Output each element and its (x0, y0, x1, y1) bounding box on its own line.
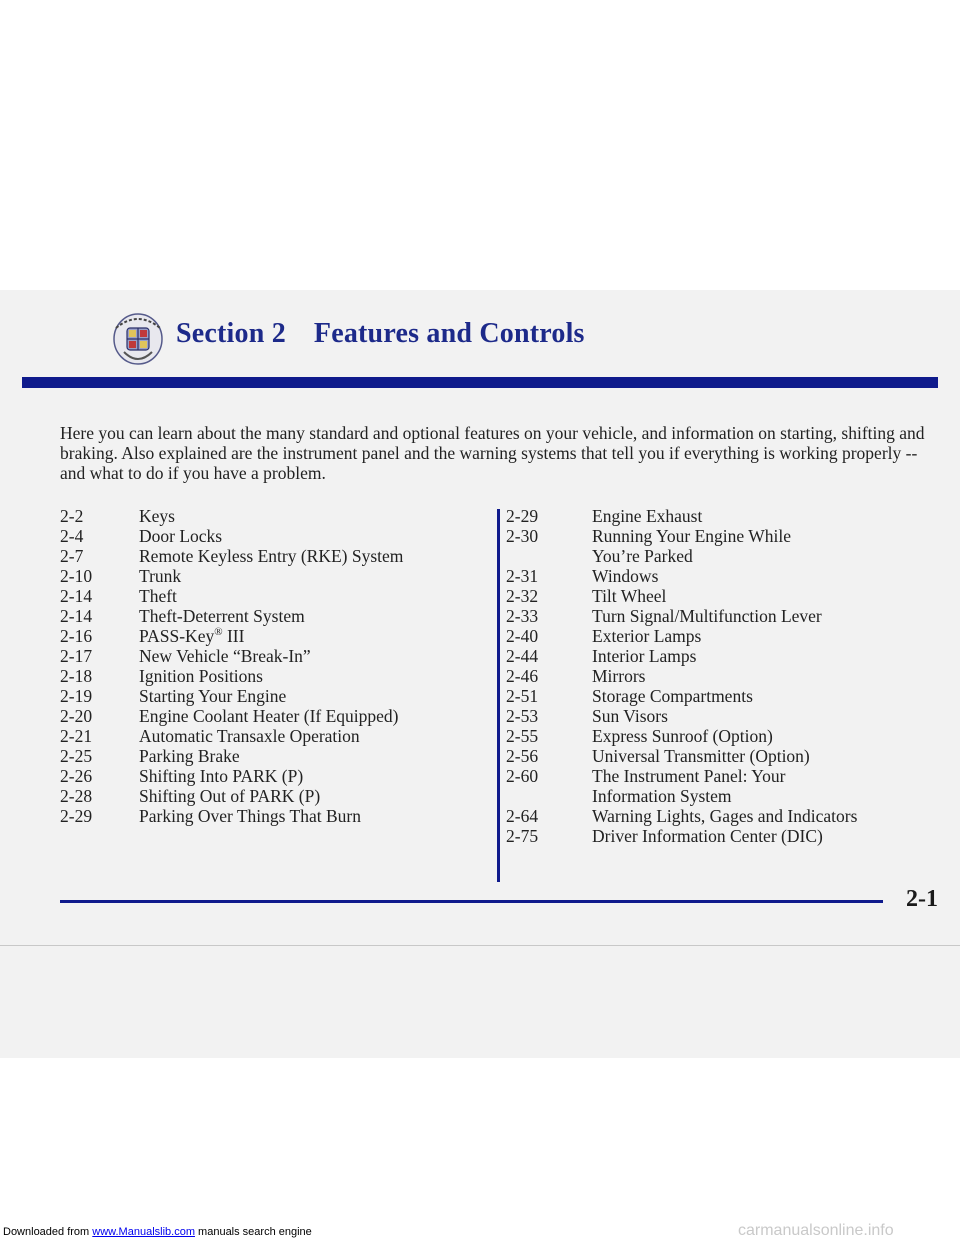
toc-entry (506, 826, 936, 846)
download-footer (3, 1226, 312, 1238)
toc-title-text: Turn Signal/Multifunction Lever (592, 606, 822, 626)
toc-entry (60, 786, 480, 806)
toc-entry (60, 626, 480, 646)
toc-page-number: 2-56 (506, 746, 539, 766)
toc-page-number: 2-18 (60, 666, 93, 686)
toc-entry-title (592, 606, 822, 626)
toc-entry-title (592, 666, 645, 686)
toc-entry (60, 586, 480, 606)
toc-entry (60, 546, 480, 566)
toc-entry-title (139, 586, 177, 606)
toc-title-text: Storage Compartments (592, 686, 753, 706)
toc-page-number: 2-4 (60, 526, 84, 546)
toc-page-number: 2-28 (60, 786, 93, 806)
toc-entry (506, 626, 936, 646)
toc-entry (60, 726, 480, 746)
toc-title-text: Ignition Positions (139, 666, 263, 686)
toc-entry-title (139, 506, 175, 526)
toc-entry-title (139, 806, 361, 826)
toc-title-text: Express Sunroof (Option) (592, 726, 773, 746)
toc-page-number: 2-14 (60, 606, 93, 626)
toc-title-text: The Instrument Panel: Your Information System (592, 766, 786, 806)
toc-entry-title (139, 566, 181, 586)
toc-page-number: 2-60 (506, 766, 539, 786)
watermark: carmanualsonline.info (738, 1222, 894, 1239)
toc-title-text: Parking Over Things That Burn (139, 806, 361, 826)
toc-entry (60, 666, 480, 686)
toc-entry-title (139, 666, 263, 686)
toc-title-text: Automatic Transaxle Operation (139, 726, 360, 746)
toc-entry-title (592, 746, 810, 766)
toc-title-suffix: III (222, 626, 245, 646)
toc-entry (506, 726, 936, 746)
toc-title-text: Shifting Into PARK (P) (139, 766, 304, 786)
toc-entry (506, 806, 936, 826)
page-number: 2-1 (906, 886, 938, 912)
toc-title-text: Interior Lamps (592, 646, 697, 666)
toc-entry (506, 686, 936, 706)
toc-entry (506, 766, 936, 806)
toc-entry-title (139, 726, 360, 746)
section-heading (176, 318, 585, 350)
toc-entry (506, 746, 936, 766)
toc-entry-title (139, 706, 399, 726)
toc-title-text: Shifting Out of PARK (P) (139, 786, 321, 806)
toc-page-number: 2-19 (60, 686, 93, 706)
toc-entry-title (592, 526, 832, 566)
toc-entry-title (139, 606, 305, 626)
toc-title-text: Sun Visors (592, 706, 668, 726)
toc-entry-title (139, 786, 320, 806)
section-number: Section 2 (176, 318, 286, 349)
toc-entry-title (139, 626, 244, 646)
toc-entry-title (592, 706, 668, 726)
column-divider (497, 509, 500, 882)
toc-title-text: Mirrors (592, 666, 646, 686)
toc-page-number: 2-29 (506, 506, 539, 526)
toc-entry-title (139, 526, 222, 546)
toc-page-number: 2-16 (60, 626, 93, 646)
header-divider-bar (22, 377, 938, 388)
toc-entry-title (592, 586, 666, 606)
toc-entry-title (592, 686, 753, 706)
toc-title-text: New Vehicle “Break-In” (139, 646, 311, 666)
toc-left-column (60, 506, 480, 826)
toc-page-number: 2-10 (60, 566, 93, 586)
toc-page-number: 2-33 (506, 606, 539, 626)
intro-paragraph: Here you can learn about the many standard and optional features on your vehicle, and information on starting, shifting and braking. Also explained are the instrument panel and the warning systems that tell you if everything is working properly -- and what to do if you have a problem. (60, 423, 925, 483)
toc-entry-title (592, 566, 658, 586)
toc-title-text: Tilt Wheel (592, 586, 667, 606)
toc-page-number: 2-14 (60, 586, 93, 606)
footer-divider-bar (60, 900, 883, 903)
toc-entry (60, 686, 480, 706)
toc-page-number: 2-2 (60, 506, 84, 526)
scan-rule (0, 945, 960, 946)
registered-mark: ® (214, 626, 223, 639)
toc-entry (506, 706, 936, 726)
toc-entry-title (592, 626, 701, 646)
toc-title-text: Starting Your Engine (139, 686, 287, 706)
toc-entry-title (592, 506, 702, 526)
toc-entry (60, 526, 480, 546)
toc-title-text: Theft-Deterrent System (139, 606, 305, 626)
cadillac-crest-icon (110, 308, 166, 368)
toc-title-text: Trunk (139, 566, 182, 586)
toc-page-number: 2-20 (60, 706, 93, 726)
toc-entry-title (592, 726, 773, 746)
toc-entry (506, 566, 936, 586)
toc-entry (506, 506, 936, 526)
toc-entry (60, 566, 480, 586)
toc-page-number: 2-29 (60, 806, 93, 826)
toc-entry-title (139, 746, 240, 766)
toc-entry (60, 646, 480, 666)
toc-entry (506, 606, 936, 626)
toc-page-number: 2-32 (506, 586, 539, 606)
toc-page-number: 2-7 (60, 546, 84, 566)
toc-title-text: Parking Brake (139, 746, 240, 766)
toc-entry-title (139, 646, 311, 666)
toc-entry (60, 806, 480, 826)
footer-suffix: manuals search engine (198, 1226, 312, 1238)
toc-entry (60, 766, 480, 786)
toc-page-number: 2-75 (506, 826, 539, 846)
section-title: Features and Controls (313, 318, 585, 349)
toc-title-text: Driver Information Center (DIC) (592, 826, 823, 846)
toc-entry (60, 746, 480, 766)
toc-title-text: Exterior Lamps (592, 626, 702, 646)
toc-entry (60, 506, 480, 526)
toc-right-column (506, 506, 936, 846)
toc-title-text: Theft (139, 586, 177, 606)
toc-title-text: Door Locks (139, 526, 223, 546)
footer-prefix: Downloaded from (3, 1226, 90, 1238)
toc-title-text: Running Your Engine While You’re Parked (592, 526, 791, 566)
toc-entry (60, 706, 480, 726)
toc-entry-title (592, 646, 696, 666)
toc-entry-title (592, 806, 857, 826)
toc-title-text: Universal Transmitter (Option) (592, 746, 810, 766)
toc-entry-title (592, 826, 823, 846)
toc-title-text: PASS-Key (139, 626, 215, 646)
toc-title-text: Remote Keyless Entry (RKE) System (139, 546, 404, 566)
toc-title-text: Engine Exhaust (592, 506, 703, 526)
toc-page-number: 2-51 (506, 686, 539, 706)
toc-page-number: 2-64 (506, 806, 539, 826)
toc-title-text: Warning Lights, Gages and Indicators (592, 806, 858, 826)
toc-entry (506, 526, 936, 566)
toc-page-number: 2-21 (60, 726, 93, 746)
toc-entry-title (139, 546, 403, 566)
manualslib-link[interactable]: www.Manualslib.com (92, 1226, 195, 1238)
toc-title-text: Keys (139, 506, 175, 526)
toc-entry (506, 586, 936, 606)
toc-entry (60, 606, 480, 626)
toc-page-number: 2-25 (60, 746, 93, 766)
toc-page-number: 2-44 (506, 646, 539, 666)
toc-entry-title (139, 766, 303, 786)
toc-page-number: 2-30 (506, 526, 539, 546)
toc-entry-title (592, 766, 832, 806)
toc-entry (506, 646, 936, 666)
toc-page-number: 2-40 (506, 626, 539, 646)
toc-entry-title (139, 686, 286, 706)
toc-title-text: Windows (592, 566, 659, 586)
toc-page-number: 2-31 (506, 566, 539, 586)
toc-title-text: Engine Coolant Heater (If Equipped) (139, 706, 399, 726)
toc-page-number: 2-46 (506, 666, 539, 686)
toc-entry (506, 666, 936, 686)
toc-page-number: 2-55 (506, 726, 539, 746)
toc-page-number: 2-53 (506, 706, 539, 726)
toc-page-number: 2-17 (60, 646, 93, 666)
toc-page-number: 2-26 (60, 766, 93, 786)
